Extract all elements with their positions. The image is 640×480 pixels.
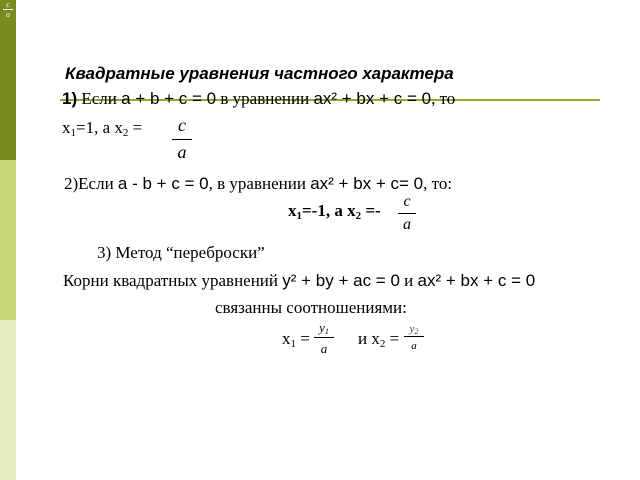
rule-3-text-cont: связанны соотношениями:: [215, 298, 407, 317]
rule-2-text: 2)Если a - b + c = 0, в уравнении ax² + bx + c= 0, то:: [64, 174, 453, 193]
fraction-c-over-a: c a: [172, 115, 192, 163]
fraction-y1-over-a: $y_1$ a: [314, 320, 334, 357]
page-title: Квадратные уравнения частного характера: [65, 64, 454, 83]
rule-1-text: 1) Если a + b + c = 0 в уравнении ax² + bx + c = 0, то: [62, 89, 456, 108]
formula-x2: и $x_2$ =: [358, 329, 400, 350]
formula-x1: $x_1$ =: [282, 329, 310, 350]
sidebar-block-light: [0, 320, 16, 480]
sidebar-decoration: [0, 0, 16, 480]
fraction-c-over-a-2: c a: [398, 193, 416, 234]
sidebar-block-dark: [0, 0, 16, 160]
rule-2-result: $x_1=-1$, а $x_2$ =-: [288, 201, 381, 222]
rule-3-heading: 3) Метод “переброски”: [97, 243, 265, 262]
sidebar-fraction: c a: [1, 0, 15, 19]
fraction-y2-over-a: $y_2$ a: [404, 323, 424, 352]
sidebar-block-mid: [0, 160, 16, 320]
rule-1-result: $x_1=1$, а $x_2$ =: [62, 118, 143, 139]
rule-3-text: Корни квадратных уравнений y² + by + ac = 0 и ax² + bx + c = 0: [63, 271, 536, 290]
